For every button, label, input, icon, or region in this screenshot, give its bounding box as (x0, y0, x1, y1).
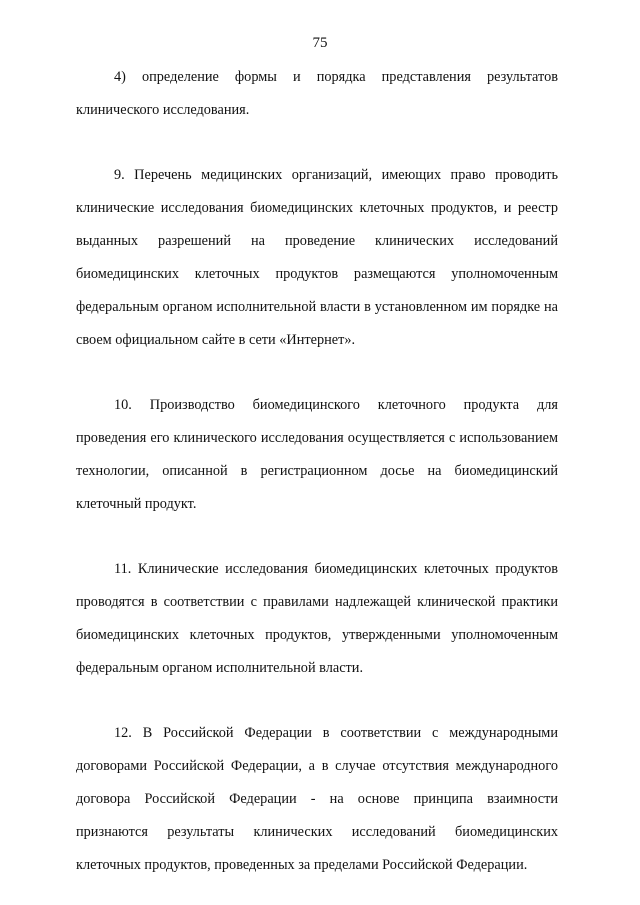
document-body (76, 61, 558, 882)
paragraph-item-12: 12. В Российской Федерации в соответствии с международными договорами Российской Федерации, а в случае отсутствия международного договора Российской Федерации - на основе принципа взаимности признаются результаты клинических исследований биомедицинских клеточных продуктов, проведенных за пределами Российской Федерации. (76, 725, 558, 873)
paragraph-item-11: 11. Клинические исследования биомедицинских клеточных продуктов проводятся в соответствии с правилами надлежащей клинической практики биомедицинских клеточных продуктов, утвержденными уполномоченным федеральным органом исполнительной власти. (76, 561, 558, 676)
paragraph-item-9: 9. Перечень медицинских организаций, имеющих право проводить клинические исследования биомедицинских клеточных продуктов, и реестр выданных разрешений на проведение клинических исследований биомедицинских клеточных продуктов размещаются уполномоченным федеральным органом исполнительной власти в установленном им порядке на своем официальном сайте в сети «Интернет». (76, 167, 558, 348)
page-number: 75 (312, 35, 328, 51)
paragraph-item-10: 10. Производство биомедицинского клеточного продукта для проведения его клинического исследования осуществляется с использованием технологии, описанной в регистрационном досье на биомедицинский клеточный продукт. (76, 397, 558, 512)
paragraph-item-4: 4) определение формы и порядка представления результатов клинического исследования. (76, 69, 558, 118)
